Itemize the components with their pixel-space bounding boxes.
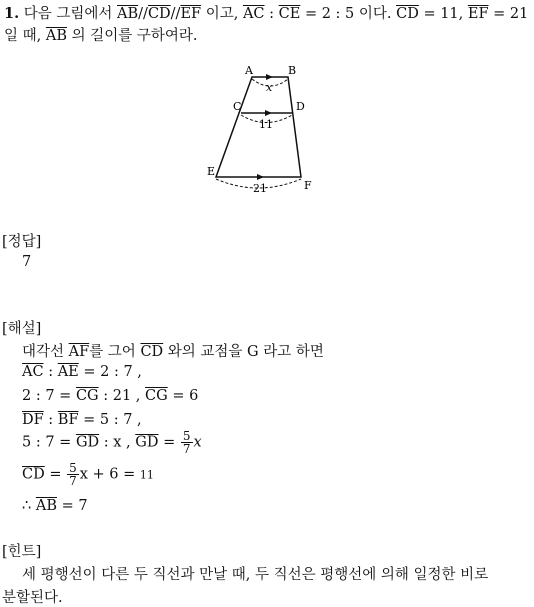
label-11: 11 [259, 118, 273, 131]
solution-text: 5 : 7 = [22, 434, 72, 451]
problem-line-1 [4, 2, 528, 23]
problem-line-2 [4, 24, 197, 45]
segment-ab: $\overline{AB}$ [45, 28, 67, 44]
solution-text: 2 : 7 = [22, 388, 72, 404]
segment-ab: $\overline{AB}$ [35, 498, 57, 514]
trapezoid-figure [200, 60, 330, 195]
solution-step-1 [22, 364, 142, 380]
problem-text: 의 길이를 구하여라. [71, 28, 198, 44]
colon: : [48, 412, 54, 428]
parallel-symbol: // [138, 6, 148, 22]
fraction-denominator: 7 [69, 474, 77, 488]
solution-text: = 2 : 7 , [83, 364, 142, 380]
fraction-numerator: 5 [69, 461, 77, 475]
solution-text: = 6 [172, 388, 199, 404]
segment-ac: $\overline{AC}$ [22, 364, 44, 380]
problem-text: 다음 그림에서 [23, 6, 113, 22]
segment-cd: $\overline{CD}$ [147, 6, 171, 22]
segment-cg: $\overline{CG}$ [75, 388, 99, 404]
fraction [181, 430, 193, 455]
segment-gd: $\overline{GD}$ [135, 434, 159, 451]
fraction-denominator: 7 [182, 442, 191, 456]
segment-cg: $\overline{CG}$ [145, 388, 168, 404]
parallel-symbol: // [170, 6, 181, 22]
label-21: 21 [253, 182, 267, 195]
segment-ef: $\overline{EF}$ [467, 6, 489, 22]
problem-text: 이고, [205, 6, 239, 22]
arrow-cd [265, 110, 272, 116]
solution-text: = [49, 466, 62, 483]
ratio-text: = 2 : 5 이다. [304, 6, 392, 22]
segment-gd: $\overline{GD}$ [75, 434, 100, 451]
colon: : [48, 364, 54, 380]
solution-conclusion [22, 498, 88, 514]
solution-step-2 [22, 388, 198, 404]
label-b: B [288, 64, 297, 77]
segment-ce: $\overline{CE}$ [278, 6, 301, 22]
segment-ae: $\overline{AE}$ [57, 364, 79, 380]
hint-line-2: 분할된다. [2, 590, 63, 606]
label-a: A [245, 64, 253, 77]
hint-header: [힌트] [2, 544, 42, 560]
label-d: D [296, 100, 305, 113]
cd-value: = 11, [423, 6, 464, 22]
label-e: E [207, 165, 216, 178]
arrow-ef [257, 174, 264, 180]
answer-value: 7 [22, 254, 32, 270]
problem-number: 1. [4, 5, 20, 22]
segment-cd: $\overline{CD}$ [140, 344, 164, 360]
segment-cd: $\overline{CD}$ [396, 6, 419, 22]
solution-text: = 5 : 7 , [83, 412, 142, 428]
segment-cd: $\overline{CD}$ [22, 466, 45, 483]
segment-df: $\overline{DF}$ [22, 412, 44, 428]
solution-header: [해설] [2, 321, 42, 337]
solution-text: x + 6 = [79, 466, 136, 483]
ef-value: = 21 [493, 6, 529, 22]
solution-text: = [163, 434, 176, 451]
solution-step-3 [22, 412, 142, 428]
solution-step-5 [22, 462, 154, 487]
colon: : [269, 6, 275, 22]
segment-ef: $\overline{EF}$ [180, 6, 202, 22]
problem-text: 일 때, [4, 28, 42, 44]
hint-line-1: 세 평행선이 다른 두 직선과 만날 때, 두 직선은 평행선에 의해 일정한 비로 [22, 567, 489, 583]
solution-step-4 [22, 430, 202, 455]
label-x: x [266, 81, 273, 94]
solution-value: 11 [139, 468, 154, 482]
solution-intro [22, 340, 324, 361]
solution-text: : 21 , [103, 388, 141, 404]
therefore-symbol: ∴ [22, 498, 32, 514]
solution-text: : x , [103, 434, 131, 451]
label-f: F [304, 179, 312, 192]
solution-text: = 7 [61, 498, 88, 514]
fraction-numerator: 5 [182, 429, 191, 443]
label-c: C [233, 100, 242, 113]
segment-ab: $\overline{AB}$ [117, 6, 139, 22]
fraction [67, 462, 79, 487]
solution-text: 를 그어 [89, 344, 136, 360]
variable-x: x [193, 434, 202, 451]
segment-ac: $\overline{AC}$ [242, 6, 265, 22]
segment-af: $\overline{AF}$ [68, 344, 90, 360]
segment-bf: $\overline{BF}$ [57, 412, 79, 428]
solution-text: 와의 교점을 G 라고 하면 [167, 344, 324, 360]
solution-text: 대각선 [22, 344, 65, 360]
answer-header: [정답] [2, 234, 42, 250]
arrow-ab [266, 74, 273, 80]
